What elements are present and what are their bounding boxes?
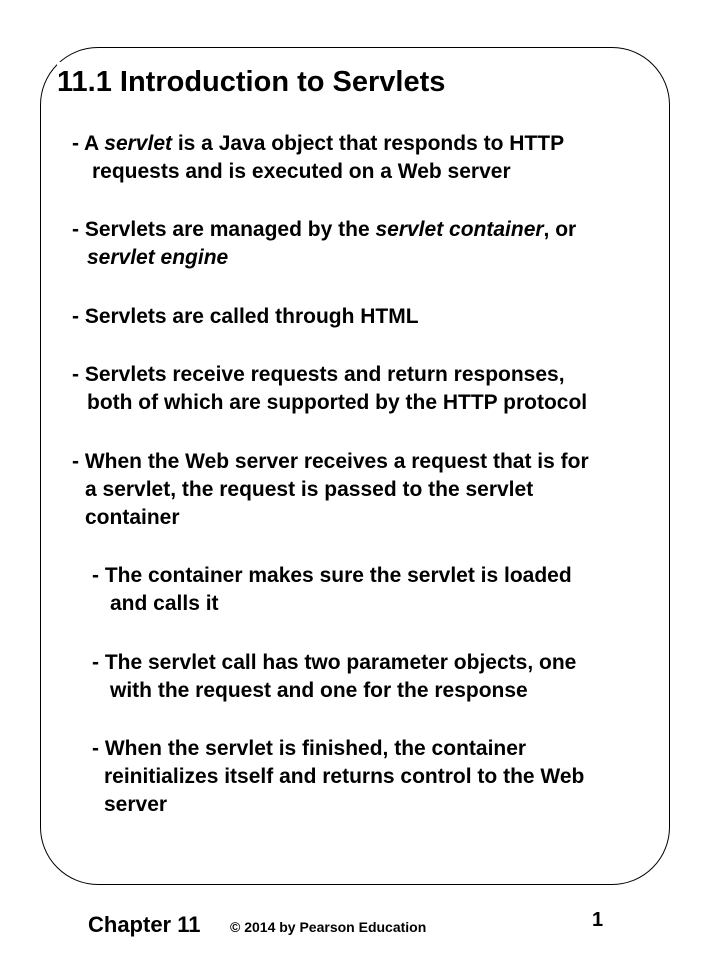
italic-term: servlet engine xyxy=(87,246,229,269)
body-line xyxy=(72,130,564,158)
body-line xyxy=(92,562,572,590)
text-segment: both of which are supported by the HTTP protocol xyxy=(87,391,588,414)
text-segment: - The container makes sure the servlet is loaded xyxy=(92,564,572,587)
text-segment: - A xyxy=(72,132,105,155)
body-line xyxy=(72,448,589,476)
body-line xyxy=(92,649,576,677)
text-segment: - Servlets receive requests and return responses, xyxy=(72,363,565,386)
text-segment: requests and is executed on a Web server xyxy=(92,160,511,183)
italic-term: servlet xyxy=(104,132,172,155)
text-segment: a servlet, the request is passed to the servlet xyxy=(85,478,534,501)
text-segment: with the request and one for the response xyxy=(110,679,528,702)
body-line xyxy=(85,504,180,532)
body-line xyxy=(104,763,584,791)
italic-term: servlet container xyxy=(375,218,544,241)
body-line xyxy=(72,361,565,389)
page-number: 1 xyxy=(592,909,604,931)
text-segment: , or xyxy=(543,218,577,241)
text-segment: - When the servlet is finished, the container xyxy=(92,737,527,760)
text-segment: - Servlets are managed by the xyxy=(72,218,376,241)
body-line xyxy=(72,303,419,331)
text-segment: is a Java object that responds to HTTP xyxy=(172,132,565,155)
body-line xyxy=(85,476,533,504)
footer-copyright: © 2014 by Pearson Education xyxy=(230,919,427,935)
text-segment: - Servlets are called through HTML xyxy=(72,305,419,328)
body-line xyxy=(110,590,219,618)
body-line xyxy=(92,158,511,186)
text-segment: - The servlet call has two parameter objects, one xyxy=(92,651,577,674)
slide-title: 11.1 Introduction to Servlets xyxy=(57,62,447,102)
body-line xyxy=(92,735,526,763)
body-line xyxy=(110,677,528,705)
text-segment: - When the Web server receives a request that is for xyxy=(72,450,589,473)
body-line xyxy=(104,791,167,819)
text-segment: server xyxy=(104,793,168,816)
text-segment: and calls it xyxy=(110,592,219,615)
footer-chapter: Chapter 11 xyxy=(88,912,201,937)
body-line xyxy=(87,389,587,417)
text-segment: reinitializes itself and returns control to the Web xyxy=(104,765,585,788)
text-segment: container xyxy=(85,506,180,529)
body-line xyxy=(72,216,576,244)
body-line xyxy=(87,244,228,272)
